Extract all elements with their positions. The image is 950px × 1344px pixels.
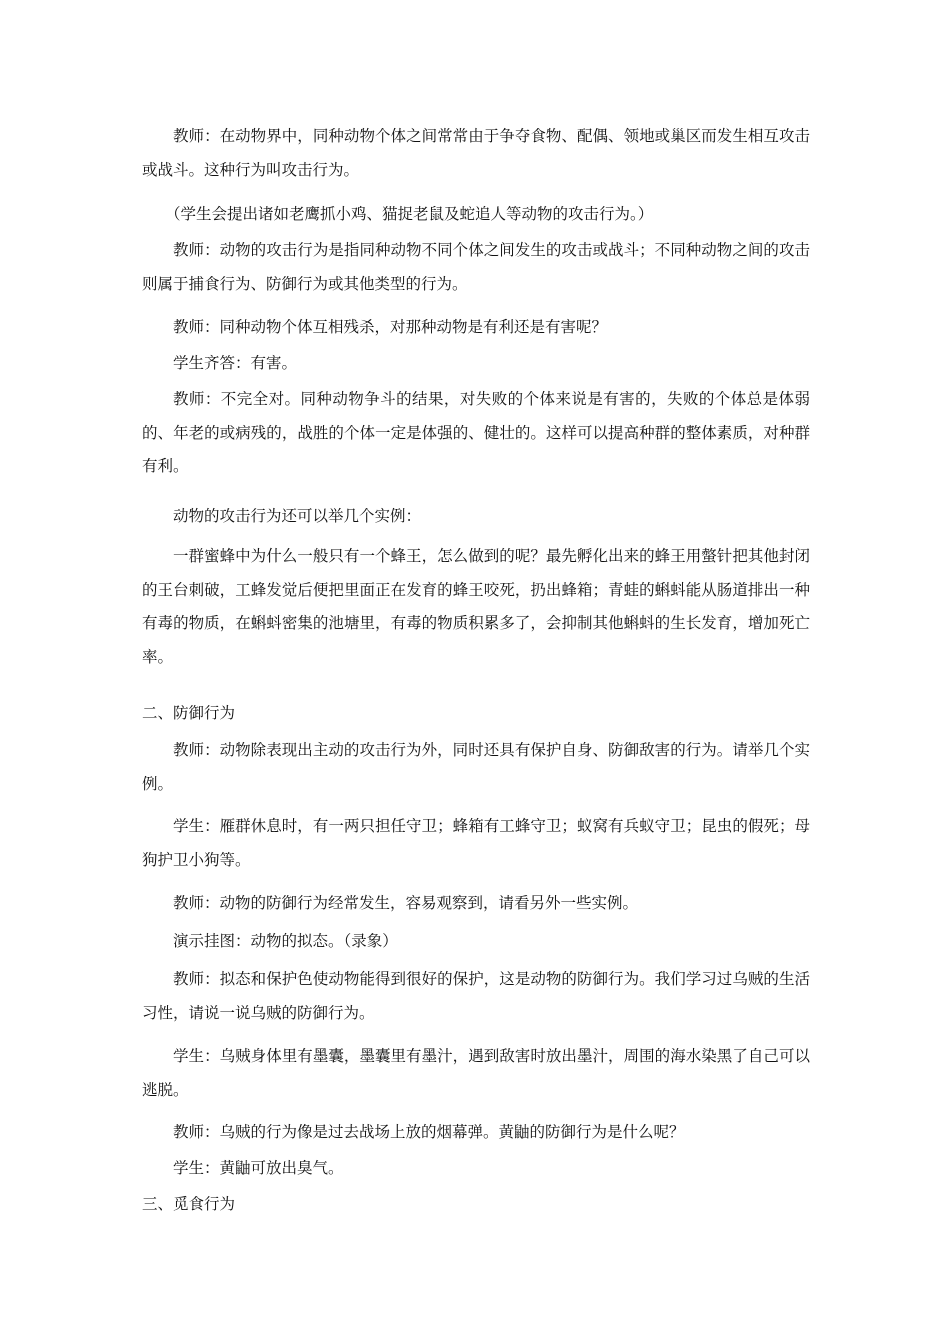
paragraph-student-squid: 学生：乌贼身体里有墨囊，墨囊里有墨汁，遇到敌害时放出墨汁，周围的海水染黑了自己可以逃脱。 bbox=[142, 1047, 810, 1099]
paragraph-teacher-mimicry: 教师：拟态和保护色使动物能得到很好的保护，这是动物的防御行为。我们学习过乌贼的生活习性，请说一说乌贼的防御行为。 bbox=[142, 970, 810, 1022]
paragraph-teacher-explanation: 教师：不完全对。同种动物争斗的结果，对失败的个体来说是有害的，失败的个体总是体弱的、年老的或病残的，战胜的个体一定是体强的、健壮的。这样可以提高种群的整体素质，对种群有利。 bbox=[142, 390, 810, 475]
paragraph-student-weasel: 学生：黄鼬可放出臭气。 bbox=[173, 1159, 344, 1177]
paragraph-attack-examples-intro: 动物的攻击行为还可以举几个实例： bbox=[173, 507, 422, 525]
paragraph-teacher-more-examples: 教师：动物的防御行为经常发生，容易观察到，请看另外一些实例。 bbox=[173, 894, 639, 912]
paragraph-demo-mimicry: 演示挂图：动物的拟态。（录象） bbox=[173, 932, 398, 950]
paragraph-teacher-squid-weasel: 教师：乌贼的行为像是过去战场上放的烟幕弹。黄鼬的防御行为是什么呢？ bbox=[173, 1123, 685, 1141]
paragraph-student-examples: （学生会提出诸如老鹰抓小鸡、猫捉老鼠及蛇追人等动物的攻击行为。） bbox=[165, 205, 654, 223]
paragraph-teacher-attack-definition: 教师：在动物界中，同种动物个体之间常常由于争夺食物、配偶、领地或巢区而发生相互攻击或战斗。这种行为叫攻击行为。 bbox=[142, 127, 810, 179]
section-heading-foraging: 三、觅食行为 bbox=[142, 1195, 236, 1213]
paragraph-teacher-defense: 教师：动物除表现出主动的攻击行为外，同时还具有保护自身、防御敌害的行为。请举几个实例。 bbox=[142, 741, 810, 793]
paragraph-teacher-attack-scope: 教师：动物的攻击行为是指同种动物不同个体之间发生的攻击或战斗；不同种动物之间的攻击则属于捕食行为、防御行为或其他类型的行为。 bbox=[142, 241, 810, 293]
paragraph-bee-tadpole-examples: 一群蜜蜂中为什么一般只有一个蜂王，怎么做到的呢？最先孵化出来的蜂王用螫针把其他封闭的王台刺破，工蜂发觉后便把里面正在发育的蜂王咬死，扔出蜂箱；青蛙的蝌蚪能从肠道排出一种有毒的物质，在蝌蚪密集的池塘里，有毒的物质积累多了，会抑制其他蝌蚪的生长发育，增加死亡率。 bbox=[142, 547, 810, 666]
paragraph-teacher-question: 教师：同种动物个体互相残杀，对那种动物是有利还是有害呢？ bbox=[173, 318, 608, 336]
paragraph-student-answer: 学生齐答：有害。 bbox=[173, 354, 298, 372]
section-heading-defense: 二、防御行为 bbox=[142, 704, 236, 722]
paragraph-student-defense-examples: 学生：雁群休息时，有一两只担任守卫；蜂箱有工蜂守卫；蚁窝有兵蚁守卫；昆虫的假死；母狗护卫小狗等。 bbox=[142, 817, 810, 869]
